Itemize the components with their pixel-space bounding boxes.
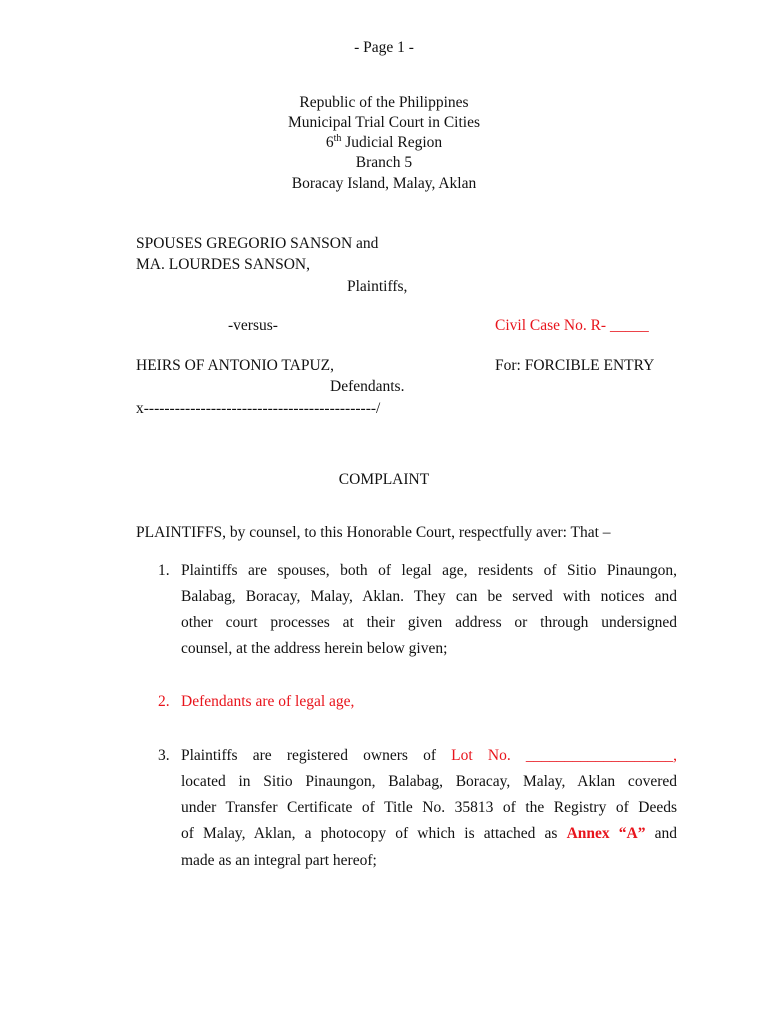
paragraph-line	[181, 746, 677, 766]
paragraph-line: other court processes at their given address or through undersigned	[181, 614, 677, 631]
region-text: Judicial Region	[341, 134, 443, 151]
court-country: Republic of the Philippines	[299, 94, 469, 111]
versus-label: -versus-	[228, 317, 278, 334]
defendant-name: HEIRS OF ANTONIO TAPUZ,	[136, 357, 334, 374]
paragraph-number: 1.	[158, 562, 170, 579]
court-name: Municipal Trial Court in Cities	[287, 114, 481, 131]
document-title: COMPLAINT	[338, 471, 430, 488]
caption-separator: x---------------------------------------------/	[136, 400, 381, 417]
paragraph-number: 3.	[158, 747, 170, 764]
paragraph-line: Defendants are of legal age,	[181, 693, 355, 710]
paragraph-text: and	[645, 825, 677, 842]
paragraph-number: 2.	[158, 693, 170, 710]
court-location: Boracay Island, Malay, Aklan	[291, 175, 477, 192]
paragraph-line: located in Sitio Pinaungon, Balabag, Boracay, Malay, Aklan covered	[181, 773, 677, 790]
plaintiff-name-line1: SPOUSES GREGORIO SANSON and	[136, 235, 379, 252]
paragraph-text: Plaintiffs are registered owners of	[181, 747, 452, 764]
court-branch: Branch 5	[355, 154, 413, 171]
paragraph-line: counsel, at the address herein below given;	[181, 640, 448, 657]
case-nature: For: FORCIBLE ENTRY	[495, 357, 655, 374]
paragraph-line: under Transfer Certificate of Title No. 35813 of the Registry of Deeds	[181, 799, 677, 816]
paragraph-line: made as an integral part hereof;	[181, 852, 377, 869]
lot-number-blank: Lot No. ___________________,	[451, 747, 678, 764]
annex-reference: Annex “A”	[566, 825, 646, 842]
region-number: 6	[325, 134, 334, 151]
court-region	[0, 133, 768, 153]
paragraph-line	[181, 824, 677, 844]
plaintiffs-label: Plaintiffs,	[347, 278, 408, 295]
page-number: - Page 1 -	[354, 39, 414, 56]
paragraph-line: Plaintiffs are spouses, both of legal age, residents of Sitio Pinaungon,	[181, 562, 677, 579]
paragraph-text: of Malay, Aklan, a photocopy of which is attached as	[181, 825, 567, 842]
defendants-label: Defendants.	[330, 378, 405, 395]
case-number: Civil Case No. R- _____	[495, 317, 649, 334]
intro-paragraph: PLAINTIFFS, by counsel, to this Honorable Court, respectfully aver: That –	[136, 524, 611, 541]
region-suffix: th	[333, 133, 342, 144]
paragraph-line: Balabag, Boracay, Malay, Aklan. They can be served with notices and	[181, 588, 677, 605]
plaintiff-name-line2: MA. LOURDES SANSON,	[136, 256, 310, 273]
